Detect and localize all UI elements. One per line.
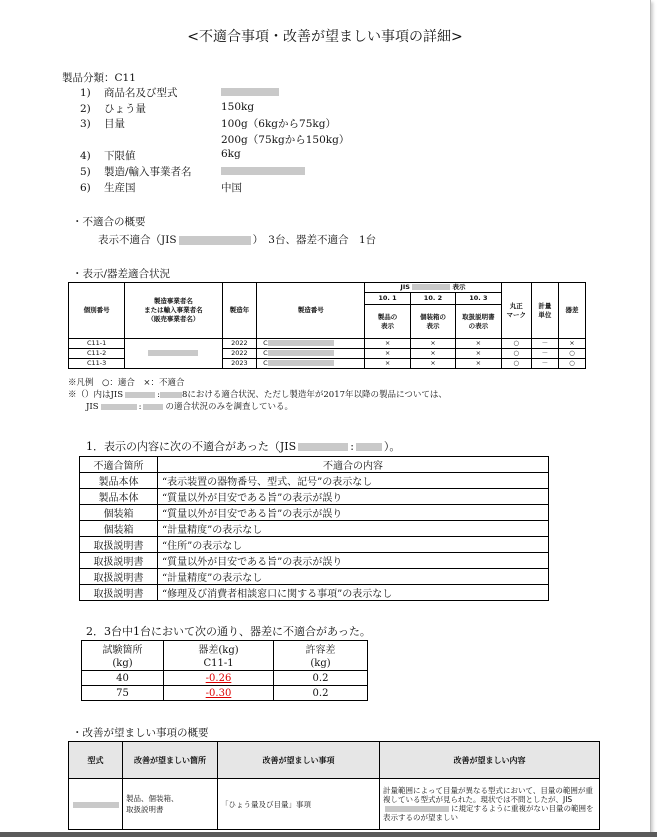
table-row: [80, 521, 549, 537]
table-row: [80, 505, 549, 521]
spec-num: 4): [80, 150, 91, 162]
cell-tolerance: 0.2: [274, 671, 368, 686]
redaction: [385, 806, 449, 812]
product-category: 製品分類：C11: [62, 72, 136, 84]
section1-heading-colon: :: [350, 440, 354, 453]
cell-error: [164, 686, 274, 701]
table-row: [80, 489, 549, 505]
cell-err: ○: [558, 349, 585, 359]
section2-heading: 2．3台中1台において次の通り、器差に不適合があった。: [86, 625, 371, 638]
cell-unit: －: [531, 339, 558, 349]
section1-heading-pre: 1．表示の内容に次の不適合があった（JIS: [86, 440, 297, 453]
spec-row-country: [80, 180, 136, 195]
unit-error: C11-1: [164, 656, 274, 671]
spec-value-min: 6kg: [221, 148, 241, 160]
th-jis: JIS: [400, 283, 410, 291]
cell-model: [69, 779, 123, 830]
redaction: [73, 802, 119, 808]
spec-row-min: [80, 148, 136, 163]
cell-content: “計量精度”の表示なし: [158, 569, 549, 585]
th-serial: 製造番号: [257, 283, 365, 339]
cell-id: C11-1: [69, 339, 125, 349]
redaction: [179, 236, 251, 245]
spec-value-maker: [221, 165, 305, 177]
cell-id: C11-2: [69, 349, 125, 359]
spec-value-capacity: 150kg: [221, 101, 255, 113]
th-maker: 製造事業者名 または輸入事業者名 （販売事業者名）: [125, 283, 222, 339]
page-bottom-border: [0, 832, 657, 837]
table-row: [69, 779, 600, 830]
th-model: 型式: [69, 742, 123, 779]
th-c1: 10. 1: [365, 293, 410, 305]
table-row: [80, 569, 549, 585]
th-c2b: 個装箱の 表示: [410, 305, 455, 339]
redaction: [356, 443, 382, 451]
spec-value-country: 中国: [221, 182, 242, 194]
cell-place: 取扱説明書: [80, 537, 158, 553]
cell-maru: ○: [501, 339, 531, 349]
error-table: [81, 640, 368, 701]
th-jis-display: [365, 283, 501, 293]
table-row: [82, 671, 368, 686]
redaction: [160, 392, 182, 398]
error-value: -0.30: [205, 687, 232, 699]
th-place: 改善が望ましい箇所: [123, 742, 218, 779]
th-maru: 丸正 マーク: [501, 283, 531, 339]
cell-serial: [257, 339, 365, 349]
content-text: 計量範囲によって目量が異なる型式において、目量の範囲が重複している型式が見られた。現状では不問としたが、JIS: [383, 786, 593, 804]
spec-row-name: [80, 85, 178, 100]
status-table: [68, 282, 586, 369]
cell-content: “住所”の表示なし: [158, 537, 549, 553]
spec-label: 下限値: [104, 150, 136, 162]
cell-serial-prefix: C: [263, 339, 268, 347]
redaction: [221, 88, 279, 96]
th-err: 器差: [558, 283, 585, 339]
jis-note-1: [68, 388, 447, 400]
table-row: [80, 553, 549, 569]
th-c1b: 製品の 表示: [365, 305, 410, 339]
cell-c3: ×: [456, 349, 501, 359]
spec-row-capacity: [80, 101, 146, 116]
redaction: [148, 350, 198, 356]
th-item: 改善が望ましい事項: [218, 742, 380, 779]
table-row: [69, 339, 586, 349]
nonconformity-table: [79, 456, 549, 601]
cell-place: 製品、個装箱、 取扱説明書: [123, 779, 218, 830]
th-c3b: 取扱説明書 の表示: [456, 305, 501, 339]
spec-num: 2): [80, 103, 91, 115]
redaction: [298, 443, 348, 451]
cell-place: 取扱説明書: [80, 553, 158, 569]
cell-c2: ×: [410, 359, 455, 369]
redaction: [221, 167, 305, 175]
table-row: [80, 537, 549, 553]
th-display: 表示: [452, 283, 466, 291]
cell-c1: ×: [365, 339, 410, 349]
redaction: [101, 404, 137, 410]
table-row: [80, 473, 549, 489]
spec-row-scale: [80, 116, 125, 131]
cell-year: 2022: [222, 349, 257, 359]
spec-label: 目量: [104, 118, 125, 130]
note-text: JIS: [86, 402, 99, 412]
status-heading: ・表示/器差適合状況: [72, 268, 171, 280]
cell-unit: －: [531, 359, 558, 369]
note-text: ※（）内はJIS: [68, 390, 124, 400]
redaction: [143, 404, 163, 410]
spec-num: 5): [80, 166, 91, 178]
page-title: <不適合事項・改善が望ましい事項の詳細>: [187, 29, 463, 45]
cell-err: ×: [558, 339, 585, 349]
legend-note: ※凡例 ○：適合 ×：不適合: [68, 378, 185, 388]
table-row: [82, 686, 368, 701]
cell-c2: ×: [410, 339, 455, 349]
th-id: 個別番号: [69, 283, 125, 339]
cell-serial: [257, 359, 365, 369]
cell-content: “質量以外が目安である旨”の表示が誤り: [158, 553, 549, 569]
spec-row-maker: [80, 164, 192, 179]
cell-content: “計量精度”の表示なし: [158, 521, 549, 537]
note-text: の適合状況のみを調査している。: [165, 402, 293, 412]
spec-label: 生産国: [104, 182, 136, 194]
improvement-table: [68, 741, 600, 830]
cell-point: 40: [82, 671, 164, 686]
note-text: :: [138, 402, 142, 412]
overview-text-pre: 表示不適合（JIS: [98, 234, 177, 246]
cell-serial: [257, 349, 365, 359]
th-test-point: 試験箇所: [82, 641, 164, 657]
note-text: :: [157, 390, 160, 400]
error-value: -0.26: [205, 672, 232, 684]
spec-value-scale-2: 200g（75kgから150kg）: [221, 134, 350, 146]
overview-text: [98, 232, 376, 247]
redaction: [268, 350, 334, 356]
spec-label: 商品名及び型式: [104, 87, 178, 99]
unit-tolerance: (kg): [274, 656, 368, 671]
overview-text-post: ） 3台、器差不適合 1台: [252, 234, 377, 246]
overview-heading: ・不適合の概要: [72, 216, 146, 228]
spec-label: 製造/輸入事業者名: [104, 166, 192, 178]
section1-heading: [86, 438, 400, 454]
cell-content: [380, 779, 600, 830]
th-error: 器差(kg): [164, 641, 274, 657]
redaction: [125, 392, 155, 398]
content-text: に規定するように重複がない目量の範囲を表示するのが望ましい: [383, 804, 594, 822]
section1-heading-post: ）。: [383, 440, 401, 453]
cell-error: [164, 671, 274, 686]
cell-c1: ×: [365, 359, 410, 369]
redaction: [268, 360, 334, 366]
cell-tolerance: 0.2: [274, 686, 368, 701]
cell-content: “質量以外が目安である旨”の表示が誤り: [158, 489, 549, 505]
cell-unit: －: [531, 349, 558, 359]
unit-test-point: (kg): [82, 656, 164, 671]
improvement-heading: ・改善が望ましい事項の概要: [72, 727, 209, 739]
spec-value-name: [221, 86, 279, 98]
cell-place: 製品本体: [80, 489, 158, 505]
spec-label: ひょう量: [104, 103, 146, 115]
cell-content: “質量以外が目安である旨”の表示が誤り: [158, 505, 549, 521]
cell-err: ○: [558, 359, 585, 369]
cell-maker: [125, 339, 222, 369]
cell-place: 取扱説明書: [80, 585, 158, 601]
redaction: [412, 284, 450, 290]
spec-num: 1): [80, 87, 91, 99]
cell-content: “表示装置の器物番号、型式、記号”の表示なし: [158, 473, 549, 489]
spec-value-scale-1: 100g（6kgから75kg）: [221, 118, 336, 130]
cell-place: 製品本体: [80, 473, 158, 489]
th-content: 不適合の内容: [158, 457, 549, 473]
spec-num: 6): [80, 182, 91, 194]
th-tolerance: 許容差: [274, 641, 368, 657]
cell-c2: ×: [410, 349, 455, 359]
th-year: 製造年: [222, 283, 257, 339]
th-unit: 計量 単位: [531, 283, 558, 339]
cell-place: 個装箱: [80, 505, 158, 521]
cell-item: 「ひょう量及び目量」事項: [218, 779, 380, 830]
cell-content: “修理及び消費者相談窓口に関する事項”の表示なし: [158, 585, 549, 601]
cell-serial-prefix: C: [263, 359, 268, 367]
cell-place: 個装箱: [80, 521, 158, 537]
th-content: 改善が望ましい内容: [380, 742, 600, 779]
th-c2: 10. 2: [410, 293, 455, 305]
cell-year: 2022: [222, 339, 257, 349]
cell-maru: ○: [501, 349, 531, 359]
cell-c1: ×: [365, 349, 410, 359]
spec-num: 3): [80, 118, 91, 130]
cell-maru: ○: [501, 359, 531, 369]
cell-point: 75: [82, 686, 164, 701]
jis-note-2: [86, 400, 293, 412]
th-c3: 10. 3: [456, 293, 501, 305]
cell-id: C11-3: [69, 359, 125, 369]
th-place: 不適合箇所: [80, 457, 158, 473]
cell-place: 取扱説明書: [80, 569, 158, 585]
table-row: [80, 585, 549, 601]
redaction: [268, 340, 334, 346]
note-text: 8における適合状況、ただし製造年が2017年以降の製品については、: [181, 390, 447, 400]
cell-c3: ×: [456, 339, 501, 349]
cell-serial-prefix: C: [263, 349, 268, 357]
cell-year: 2023: [222, 359, 257, 369]
cell-c3: ×: [456, 359, 501, 369]
